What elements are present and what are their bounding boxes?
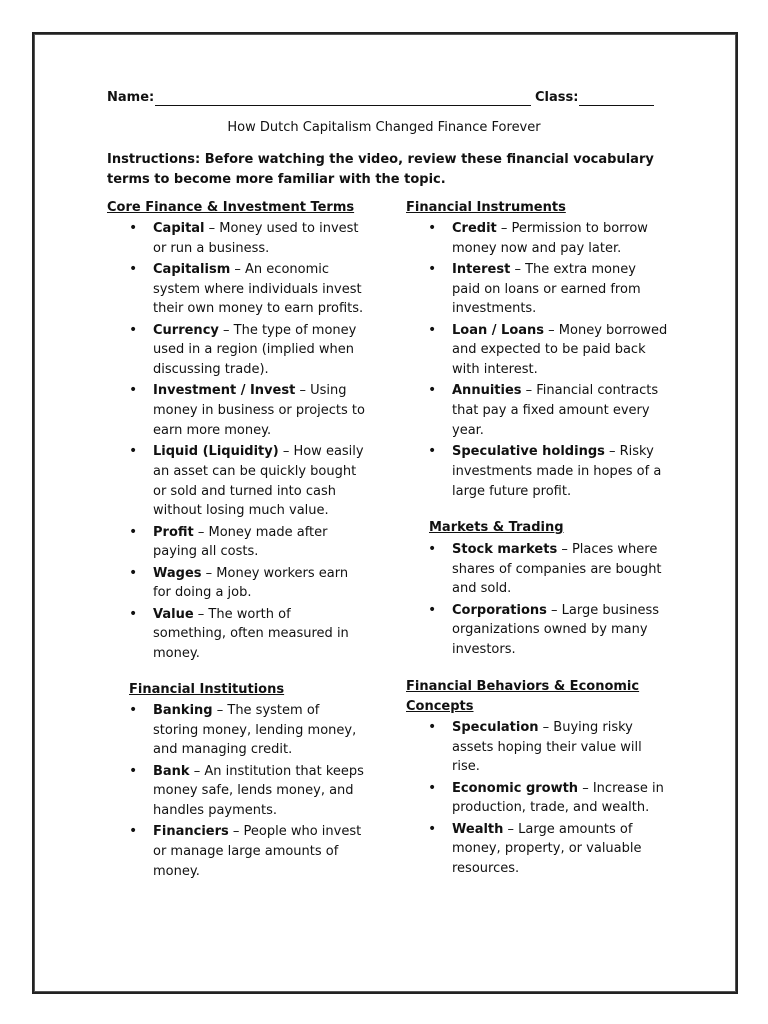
term-definition: – The worth of something, often measured in money. xyxy=(153,606,349,661)
instruments-terms-list xyxy=(428,219,668,503)
term-definition: – Increase in production, trade, and wealth. xyxy=(452,780,664,816)
term-definition: – An institution that keeps money safe, lends money, and handles payments. xyxy=(153,763,364,819)
list-item xyxy=(129,762,367,821)
instructions-text: Instructions: Before watching the video, review these financial vocabulary terms to become more familiar with the topic. xyxy=(107,152,654,187)
section-heading-core: Core Finance & Investment Terms xyxy=(107,200,355,215)
behaviors-terms-list xyxy=(428,718,668,880)
term-definition: – People who invest or manage large amounts of money. xyxy=(153,824,362,879)
term-name: Bank xyxy=(153,763,190,779)
section-heading-instruments: Financial Instruments xyxy=(406,200,566,215)
term-name: Speculation xyxy=(452,720,539,735)
term-definition: – Large amounts of money, property, or valuable resources. xyxy=(452,821,642,877)
term-definition: – Risky investments made in hopes of a large future profit. xyxy=(452,444,662,499)
term-name: Banking xyxy=(153,703,213,718)
term-name: Wealth xyxy=(452,821,504,837)
list-item xyxy=(129,822,367,881)
markets-terms-list xyxy=(428,540,668,661)
list-item xyxy=(129,523,367,562)
class-label: Class: xyxy=(535,90,579,105)
term-definition: – Places where shares of companies are bought and sold. xyxy=(452,542,662,597)
list-item xyxy=(428,381,668,440)
name-blank-line[interactable] xyxy=(155,105,531,106)
list-item xyxy=(428,219,668,258)
name-label: Name: xyxy=(107,90,155,105)
term-name: Financiers xyxy=(153,824,229,840)
term-name: Capitalism xyxy=(153,262,231,277)
term-definition: – The system of storing money, lending money, and managing credit. xyxy=(153,703,357,758)
list-item xyxy=(428,718,668,777)
term-name: Wages xyxy=(153,565,202,581)
term-name: Interest xyxy=(452,262,511,277)
list-item xyxy=(129,381,367,440)
term-name: Capital xyxy=(153,221,205,236)
list-item xyxy=(129,564,367,603)
term-definition: – The extra money paid on loans or earned from investments. xyxy=(452,262,641,317)
term-name: Value xyxy=(153,606,194,622)
list-item xyxy=(428,601,668,660)
term-name: Corporations xyxy=(452,602,547,618)
list-item xyxy=(129,442,367,521)
term-definition: – Financial contracts that pay a fixed amount every year. xyxy=(452,383,659,438)
list-item xyxy=(129,321,367,380)
list-item xyxy=(129,605,367,664)
list-item xyxy=(428,779,668,818)
term-name: Credit xyxy=(452,221,497,236)
term-name: Economic growth xyxy=(452,780,579,796)
document-title: How Dutch Capitalism Changed Finance Forever xyxy=(227,120,541,135)
term-name: Annuities xyxy=(452,383,522,399)
section-heading-markets: Markets & Trading xyxy=(429,520,564,535)
term-definition: – Buying risky assets hoping their value will rise. xyxy=(452,720,642,775)
list-item xyxy=(129,219,367,258)
class-blank-line[interactable] xyxy=(579,105,654,106)
list-item xyxy=(129,701,367,760)
term-definition: – Large business organizations owned by many investors. xyxy=(452,602,660,658)
list-item xyxy=(428,820,668,879)
term-definition: – The type of money used in a region (implied when discussing trade). xyxy=(153,322,357,378)
list-item xyxy=(129,260,367,319)
term-definition: – Permission to borrow money now and pay later. xyxy=(452,221,648,256)
term-name: Liquid (Liquidity) xyxy=(153,444,279,460)
core-terms-list xyxy=(129,219,367,665)
term-name: Investment / Invest xyxy=(153,383,296,399)
term-definition: – Money made after paying all costs. xyxy=(153,524,328,560)
list-item xyxy=(428,540,668,599)
section-heading-behaviors: Financial Behaviors & Economic Concepts xyxy=(406,679,640,714)
institutions-terms-list xyxy=(129,701,367,883)
term-name: Currency xyxy=(153,322,219,338)
list-item xyxy=(428,321,668,380)
term-name: Stock markets xyxy=(452,542,558,557)
name-class-row xyxy=(107,90,662,110)
term-definition: – How easily an asset can be quickly bought or sold and turned into cash without losing much value. xyxy=(153,444,364,519)
term-definition: – Money borrowed and expected to be paid back with interest. xyxy=(452,322,668,378)
list-item xyxy=(428,442,668,501)
term-name: Profit xyxy=(153,524,194,540)
term-name: Loan / Loans xyxy=(452,322,545,338)
term-name: Speculative holdings xyxy=(452,444,605,460)
term-definition: – Money workers earn for doing a job. xyxy=(153,565,349,601)
list-item xyxy=(428,260,668,319)
term-definition: – Using money in business or projects to earn more money. xyxy=(153,383,365,438)
section-heading-institutions: Financial Institutions xyxy=(129,682,285,697)
term-definition: – An economic system where individuals invest their own money to earn profits. xyxy=(153,262,364,317)
term-definition: – Money used to invest or run a business. xyxy=(153,221,359,256)
